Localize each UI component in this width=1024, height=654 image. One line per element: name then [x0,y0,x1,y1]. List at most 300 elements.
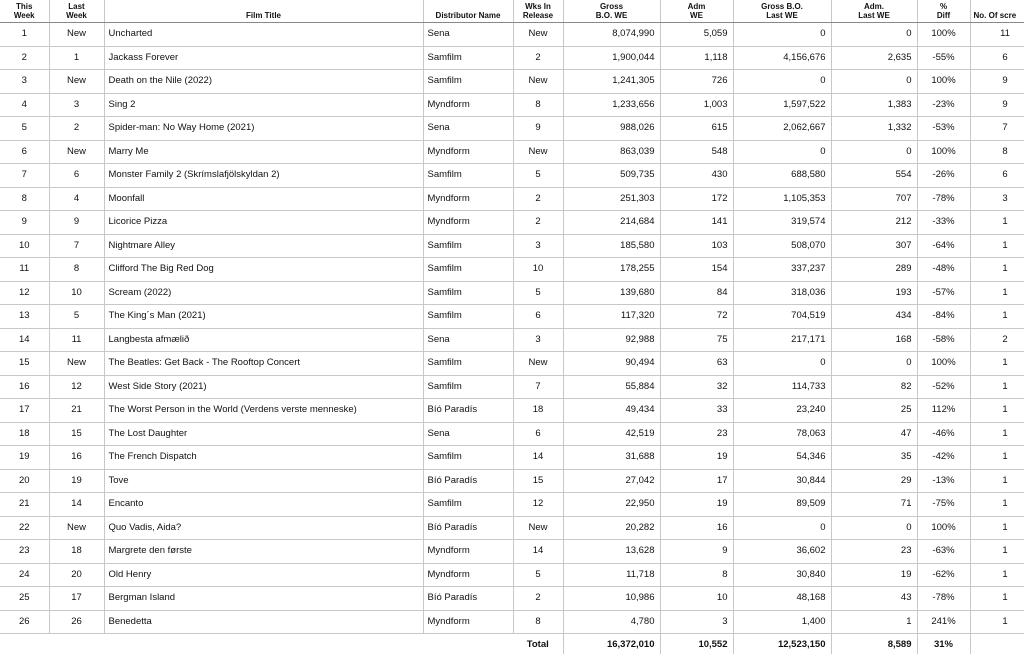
cell-adm-last-we: 554 [831,164,917,188]
cell-gross-we: 214,684 [563,211,660,235]
cell-wks-in-release: 5 [513,164,563,188]
cell-film-title: Spider-man: No Way Home (2021) [104,117,423,141]
cell-film-title: Nightmare Alley [104,234,423,258]
cell-pct-diff: -13% [917,469,970,493]
cell-this-week: 23 [0,540,49,564]
cell-gross-last-we: 4,156,676 [733,46,831,70]
cell-gross-we: 117,320 [563,305,660,329]
cell-screens: 8 [970,140,1024,164]
cell-distributor: Myndform [423,211,513,235]
cell-gross-we: 509,735 [563,164,660,188]
cell-distributor: Sena [423,23,513,47]
cell-screens: 9 [970,70,1024,94]
cell-adm-last-we: 0 [831,352,917,376]
cell-wks-in-release: New [513,140,563,164]
cell-adm-we: 430 [660,164,733,188]
cell-adm-last-we: 289 [831,258,917,282]
cell-last-week: 26 [49,610,104,634]
cell-wks-in-release: New [513,70,563,94]
cell-film-title: Death on the Nile (2022) [104,70,423,94]
table-row [0,493,1024,517]
cell-last-week: 9 [49,211,104,235]
cell-last-week: New [49,140,104,164]
cell-adm-we: 84 [660,281,733,305]
cell-distributor: Myndform [423,610,513,634]
cell-adm-last-we: 0 [831,23,917,47]
cell-wks-in-release: 12 [513,493,563,517]
table-row [0,399,1024,423]
col-header-adm-last-we[interactable]: Adm. Last WE [831,0,917,23]
cell-adm-we: 615 [660,117,733,141]
cell-adm-we: 17 [660,469,733,493]
cell-gross-last-we: 78,063 [733,422,831,446]
cell-film-title: Licorice Pizza [104,211,423,235]
cell-distributor: Myndform [423,140,513,164]
cell-last-week: 15 [49,422,104,446]
cell-this-week: 16 [0,375,49,399]
cell-screens: 1 [970,234,1024,258]
cell-pct-diff: -62% [917,563,970,587]
cell-distributor: Samfilm [423,375,513,399]
table-row [0,610,1024,634]
cell-adm-we: 1,118 [660,46,733,70]
cell-gross-we: 251,303 [563,187,660,211]
cell-film-title: Quo Vadis, Aida? [104,516,423,540]
cell-film-title: West Side Story (2021) [104,375,423,399]
cell-adm-we: 75 [660,328,733,352]
table-row [0,234,1024,258]
cell-gross-last-we: 704,519 [733,305,831,329]
cell-wks-in-release: 3 [513,328,563,352]
cell-this-week: 4 [0,93,49,117]
cell-gross-last-we: 1,597,522 [733,93,831,117]
cell-this-week: 13 [0,305,49,329]
cell-distributor: Myndform [423,540,513,564]
col-header-last-week[interactable]: Last Week [49,0,104,23]
cell-pct-diff: 100% [917,140,970,164]
cell-gross-last-we: 48,168 [733,587,831,611]
cell-adm-last-we: 82 [831,375,917,399]
cell-adm-we: 32 [660,375,733,399]
cell-adm-last-we: 0 [831,140,917,164]
table-row [0,516,1024,540]
cell-film-title: Benedetta [104,610,423,634]
cell-film-title: The King´s Man (2021) [104,305,423,329]
table-row [0,540,1024,564]
cell-gross-last-we: 2,062,667 [733,117,831,141]
cell-wks-in-release: 5 [513,563,563,587]
cell-distributor: Bíó Paradís [423,469,513,493]
cell-adm-we: 23 [660,422,733,446]
table-row [0,23,1024,47]
table-row [0,140,1024,164]
cell-gross-we: 90,494 [563,352,660,376]
cell-gross-we: 42,519 [563,422,660,446]
cell-pct-diff: -63% [917,540,970,564]
total-gross-we: 16,372,010 [563,634,660,654]
cell-gross-we: 55,884 [563,375,660,399]
cell-wks-in-release: 14 [513,540,563,564]
cell-last-week: New [49,352,104,376]
cell-film-title: Clifford The Big Red Dog [104,258,423,282]
cell-gross-we: 1,241,305 [563,70,660,94]
cell-wks-in-release: 8 [513,93,563,117]
cell-film-title: Marry Me [104,140,423,164]
table-row [0,117,1024,141]
cell-wks-in-release: 18 [513,399,563,423]
cell-last-week: 12 [49,375,104,399]
cell-screens: 1 [970,469,1024,493]
cell-gross-last-we: 0 [733,352,831,376]
cell-screens: 1 [970,516,1024,540]
cell-last-week: 5 [49,305,104,329]
cell-distributor: Sena [423,117,513,141]
cell-gross-last-we: 688,580 [733,164,831,188]
cell-last-week: 16 [49,446,104,470]
cell-adm-last-we: 307 [831,234,917,258]
cell-adm-we: 103 [660,234,733,258]
cell-screens: 1 [970,399,1024,423]
cell-gross-we: 13,628 [563,540,660,564]
cell-gross-we: 988,026 [563,117,660,141]
cell-pct-diff: -52% [917,375,970,399]
cell-screens: 11 [970,23,1024,47]
cell-adm-last-we: 2,635 [831,46,917,70]
totals-label: Total [513,634,563,654]
cell-film-title: Tove [104,469,423,493]
cell-wks-in-release: New [513,23,563,47]
cell-adm-we: 33 [660,399,733,423]
cell-gross-we: 1,900,044 [563,46,660,70]
cell-adm-we: 1,003 [660,93,733,117]
cell-pct-diff: -57% [917,281,970,305]
cell-this-week: 7 [0,164,49,188]
cell-adm-we: 172 [660,187,733,211]
cell-gross-we: 139,680 [563,281,660,305]
col-header-this-week[interactable]: This Week [0,0,49,23]
cell-pct-diff: 112% [917,399,970,423]
col-header-adm-we[interactable]: Adm WE [660,0,733,23]
cell-screens: 1 [970,352,1024,376]
cell-distributor: Myndform [423,93,513,117]
cell-wks-in-release: 3 [513,234,563,258]
cell-wks-in-release: 2 [513,211,563,235]
cell-last-week: New [49,516,104,540]
table-row [0,211,1024,235]
cell-this-week: 20 [0,469,49,493]
cell-last-week: New [49,23,104,47]
cell-film-title: The Beatles: Get Back - The Rooftop Concert [104,352,423,376]
cell-gross-last-we: 114,733 [733,375,831,399]
cell-gross-we: 1,233,656 [563,93,660,117]
col-header-gross-we[interactable]: Gross B.O. WE [563,0,660,23]
cell-this-week: 15 [0,352,49,376]
table-row [0,469,1024,493]
cell-this-week: 1 [0,23,49,47]
cell-adm-we: 141 [660,211,733,235]
cell-screens: 2 [970,328,1024,352]
cell-wks-in-release: 15 [513,469,563,493]
cell-screens: 3 [970,187,1024,211]
table-row [0,281,1024,305]
cell-pct-diff: -78% [917,587,970,611]
cell-gross-last-we: 0 [733,23,831,47]
total-adm-we: 10,552 [660,634,733,654]
table-row [0,187,1024,211]
cell-pct-diff: -53% [917,117,970,141]
cell-adm-last-we: 1,332 [831,117,917,141]
cell-adm-we: 19 [660,493,733,517]
cell-distributor: Samfilm [423,446,513,470]
cell-distributor: Myndform [423,563,513,587]
cell-adm-we: 16 [660,516,733,540]
cell-distributor: Samfilm [423,70,513,94]
cell-adm-last-we: 0 [831,516,917,540]
cell-wks-in-release: 6 [513,422,563,446]
cell-screens: 1 [970,446,1024,470]
table-row [0,563,1024,587]
cell-distributor: Samfilm [423,305,513,329]
cell-gross-we: 11,718 [563,563,660,587]
cell-wks-in-release: 9 [513,117,563,141]
cell-this-week: 25 [0,587,49,611]
cell-screens: 7 [970,117,1024,141]
cell-pct-diff: -26% [917,164,970,188]
cell-adm-last-we: 25 [831,399,917,423]
cell-last-week: 2 [49,117,104,141]
table-row [0,305,1024,329]
cell-screens: 1 [970,610,1024,634]
cell-film-title: Scream (2022) [104,281,423,305]
cell-film-title: Old Henry [104,563,423,587]
cell-this-week: 6 [0,140,49,164]
cell-this-week: 8 [0,187,49,211]
cell-gross-last-we: 30,844 [733,469,831,493]
cell-pct-diff: -33% [917,211,970,235]
cell-distributor: Bíó Paradís [423,516,513,540]
cell-last-week: 18 [49,540,104,564]
cell-wks-in-release: 2 [513,587,563,611]
cell-screens: 1 [970,493,1024,517]
table-row [0,422,1024,446]
total-gross-last-we: 12,523,150 [733,634,831,654]
cell-adm-last-we: 35 [831,446,917,470]
cell-adm-last-we: 71 [831,493,917,517]
cell-adm-we: 548 [660,140,733,164]
cell-gross-last-we: 0 [733,140,831,164]
cell-this-week: 14 [0,328,49,352]
cell-distributor: Myndform [423,187,513,211]
col-header-screens[interactable]: No. Of scre [970,0,1024,23]
cell-gross-last-we: 23,240 [733,399,831,423]
cell-adm-last-we: 43 [831,587,917,611]
cell-gross-last-we: 217,171 [733,328,831,352]
cell-gross-we: 8,074,990 [563,23,660,47]
cell-film-title: Monster Family 2 (Skrímslafjölskyldan 2) [104,164,423,188]
cell-adm-last-we: 707 [831,187,917,211]
cell-film-title: Encanto [104,493,423,517]
cell-gross-we: 178,255 [563,258,660,282]
cell-pct-diff: 100% [917,23,970,47]
cell-film-title: Margrete den første [104,540,423,564]
cell-last-week: 6 [49,164,104,188]
cell-wks-in-release: New [513,352,563,376]
table-row [0,352,1024,376]
col-header-wks-in-release[interactable]: Wks In Release [513,0,563,23]
cell-screens: 1 [970,540,1024,564]
cell-adm-we: 10 [660,587,733,611]
cell-gross-we: 22,950 [563,493,660,517]
cell-this-week: 18 [0,422,49,446]
total-adm-last-we: 8,589 [831,634,917,654]
table-row [0,446,1024,470]
header-row [0,0,1024,23]
cell-adm-we: 19 [660,446,733,470]
cell-distributor: Sena [423,422,513,446]
cell-distributor: Samfilm [423,281,513,305]
table-row [0,328,1024,352]
cell-adm-last-we: 29 [831,469,917,493]
cell-wks-in-release: 8 [513,610,563,634]
cell-pct-diff: -64% [917,234,970,258]
cell-pct-diff: 100% [917,70,970,94]
cell-film-title: The Lost Daughter [104,422,423,446]
cell-last-week: 19 [49,469,104,493]
cell-gross-last-we: 1,400 [733,610,831,634]
cell-screens: 6 [970,46,1024,70]
cell-adm-we: 63 [660,352,733,376]
cell-screens: 1 [970,422,1024,446]
table-row [0,70,1024,94]
cell-adm-we: 72 [660,305,733,329]
cell-last-week: 20 [49,563,104,587]
cell-adm-last-we: 434 [831,305,917,329]
cell-screens: 1 [970,305,1024,329]
cell-pct-diff: 100% [917,516,970,540]
col-header-distributor[interactable]: Distributor Name [423,0,513,23]
cell-pct-diff: 241% [917,610,970,634]
cell-last-week: 21 [49,399,104,423]
cell-this-week: 2 [0,46,49,70]
col-header-gross-last-we[interactable]: Gross B.O. Last WE [733,0,831,23]
cell-adm-last-we: 168 [831,328,917,352]
cell-wks-in-release: 2 [513,46,563,70]
cell-gross-last-we: 337,237 [733,258,831,282]
cell-adm-last-we: 212 [831,211,917,235]
cell-distributor: Samfilm [423,493,513,517]
cell-gross-we: 27,042 [563,469,660,493]
cell-wks-in-release: 10 [513,258,563,282]
cell-adm-we: 3 [660,610,733,634]
cell-film-title: Uncharted [104,23,423,47]
col-header-film-title[interactable]: Film Title [104,0,423,23]
cell-pct-diff: -55% [917,46,970,70]
cell-screens: 1 [970,563,1024,587]
cell-distributor: Samfilm [423,258,513,282]
cell-pct-diff: 100% [917,352,970,376]
cell-this-week: 3 [0,70,49,94]
cell-screens: 1 [970,587,1024,611]
cell-gross-we: 20,282 [563,516,660,540]
cell-pct-diff: -23% [917,93,970,117]
cell-distributor: Sena [423,328,513,352]
cell-screens: 1 [970,375,1024,399]
cell-this-week: 10 [0,234,49,258]
cell-this-week: 17 [0,399,49,423]
col-header-pct-diff[interactable]: % Diff [917,0,970,23]
cell-adm-last-we: 23 [831,540,917,564]
cell-adm-last-we: 1,383 [831,93,917,117]
cell-last-week: 17 [49,587,104,611]
cell-gross-last-we: 0 [733,70,831,94]
total-pct-diff: 31% [917,634,970,654]
cell-wks-in-release: 2 [513,187,563,211]
cell-last-week: 7 [49,234,104,258]
cell-screens: 1 [970,211,1024,235]
cell-film-title: The Worst Person in the World (Verdens verste menneske) [104,399,423,423]
table-row [0,93,1024,117]
cell-gross-we: 863,039 [563,140,660,164]
cell-adm-last-we: 1 [831,610,917,634]
cell-screens: 1 [970,281,1024,305]
cell-pct-diff: -84% [917,305,970,329]
cell-screens: 6 [970,164,1024,188]
cell-this-week: 26 [0,610,49,634]
cell-wks-in-release: 14 [513,446,563,470]
cell-this-week: 5 [0,117,49,141]
cell-pct-diff: -75% [917,493,970,517]
cell-distributor: Bíó Paradís [423,587,513,611]
cell-pct-diff: -46% [917,422,970,446]
cell-film-title: Jackass Forever [104,46,423,70]
cell-adm-last-we: 193 [831,281,917,305]
cell-this-week: 11 [0,258,49,282]
cell-this-week: 24 [0,563,49,587]
cell-screens: 9 [970,93,1024,117]
cell-film-title: Sing 2 [104,93,423,117]
cell-last-week: 8 [49,258,104,282]
table-row [0,375,1024,399]
cell-this-week: 21 [0,493,49,517]
cell-wks-in-release: 7 [513,375,563,399]
table-row [0,46,1024,70]
cell-this-week: 22 [0,516,49,540]
cell-gross-last-we: 89,509 [733,493,831,517]
cell-wks-in-release: 5 [513,281,563,305]
cell-distributor: Samfilm [423,352,513,376]
table-row [0,164,1024,188]
cell-last-week: 14 [49,493,104,517]
cell-wks-in-release: 6 [513,305,563,329]
cell-distributor: Bíó Paradís [423,399,513,423]
cell-last-week: 11 [49,328,104,352]
cell-adm-we: 8 [660,563,733,587]
cell-last-week: 1 [49,46,104,70]
cell-this-week: 19 [0,446,49,470]
cell-this-week: 12 [0,281,49,305]
cell-gross-we: 49,434 [563,399,660,423]
cell-gross-we: 185,580 [563,234,660,258]
cell-last-week: 3 [49,93,104,117]
cell-distributor: Samfilm [423,46,513,70]
cell-last-week: 4 [49,187,104,211]
cell-film-title: Moonfall [104,187,423,211]
cell-film-title: Bergman Island [104,587,423,611]
cell-gross-last-we: 508,070 [733,234,831,258]
cell-adm-last-we: 19 [831,563,917,587]
table-row [0,587,1024,611]
cell-gross-last-we: 30,840 [733,563,831,587]
